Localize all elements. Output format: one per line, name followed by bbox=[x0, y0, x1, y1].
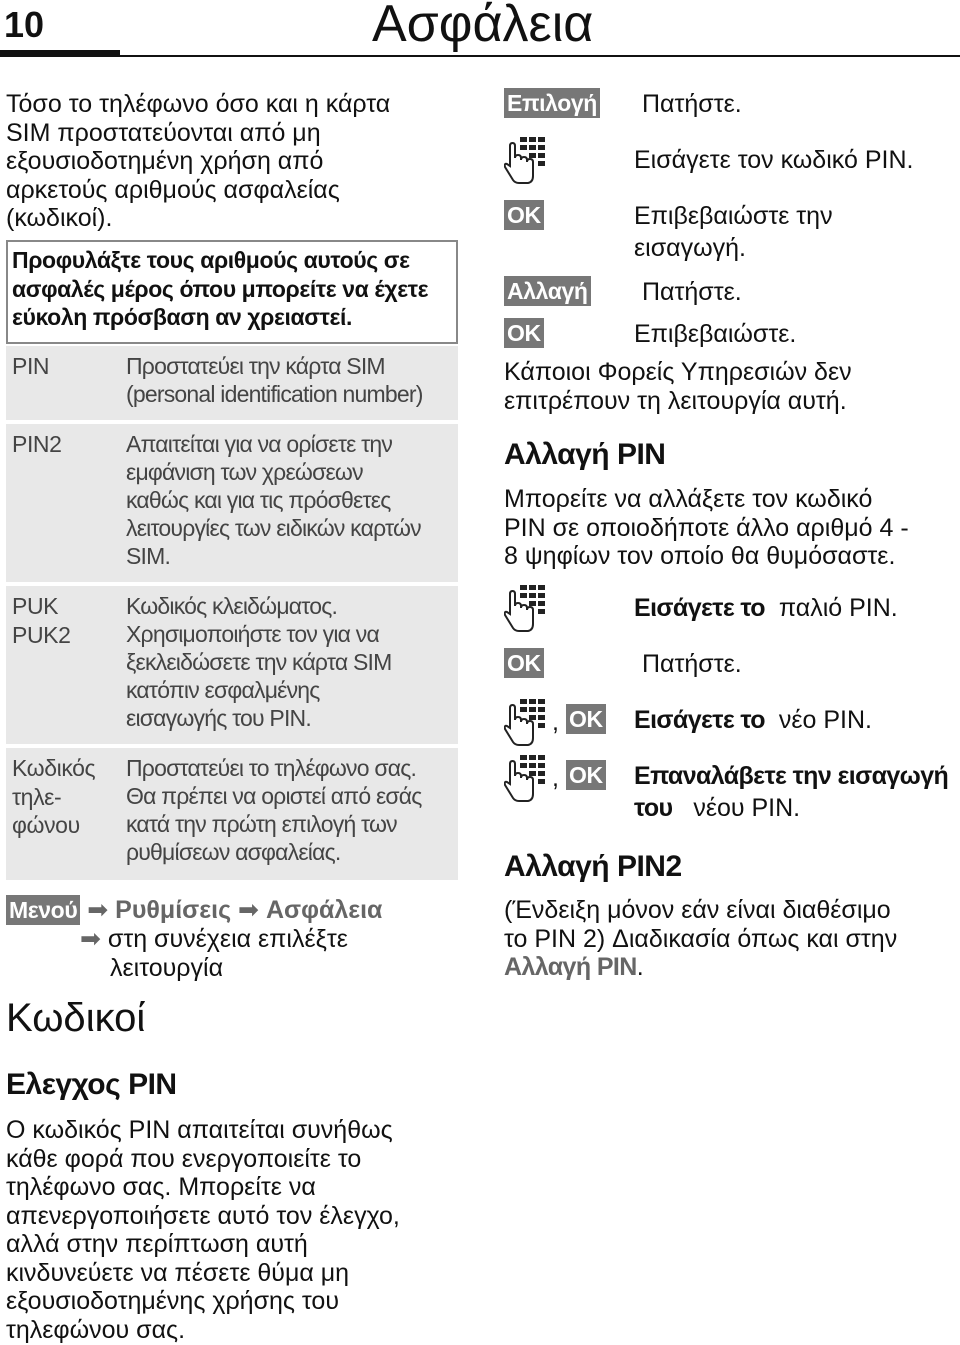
menu-instruction: στη συνέχεια επιλέξτε bbox=[107, 925, 348, 953]
keypad-icon bbox=[504, 136, 550, 184]
change-pin-heading: Αλλαγή PIN bbox=[504, 438, 666, 471]
ok-softkey-label[interactable]: OK bbox=[566, 704, 606, 734]
change-softkey[interactable] bbox=[504, 276, 591, 306]
step-text: Πατήστε. bbox=[642, 90, 742, 118]
arrow-right-icon: ➡ bbox=[238, 896, 259, 924]
change-pin2-heading: Αλλαγή PIN2 bbox=[504, 850, 682, 883]
pin-check-body: Ο κωδικός PIN απαιτείται συνήθως κάθε φορά που ενεργοποιείτε το τηλέφωνο σας. Μπορείτε να απενεργοποιήσετε αυτό τον έλεγχο, αλλά στην περίπτωση αυτή κινδυνεύετε να πέσετε θύμα μη εξουσιοδοτημένης χρήσης του τηλεφώνου σας. bbox=[6, 1116, 400, 1344]
code-name: Κωδικός τηλε- φώνου bbox=[12, 755, 96, 838]
ok-softkey-label[interactable]: OK bbox=[504, 200, 544, 230]
security-note-box bbox=[6, 240, 458, 344]
intro-line: Τόσο το τηλέφωνο όσο και η κάρτα bbox=[6, 90, 391, 118]
table-row bbox=[6, 748, 458, 880]
note-line: ασφαλές μέρος όπου μπορείτε να έχετε bbox=[12, 275, 429, 302]
code-description: Προστατεύει την κάρτα SIM (personal identification number) bbox=[126, 353, 423, 407]
ok-softkey-label[interactable]: OK bbox=[566, 760, 606, 790]
ok-softkey-label[interactable]: OK bbox=[504, 648, 544, 678]
intro-line: (κωδικοί). bbox=[6, 204, 113, 232]
intro-line: εξουσιοδοτημένη χρήση από bbox=[6, 147, 324, 175]
page-number: 10 bbox=[4, 4, 45, 45]
table-row bbox=[6, 424, 458, 582]
change-pin2-body: (Ένδειξη μόνον εάν είναι διαθέσιμο το PIN 2) Διαδικασία όπως και στην Αλλαγή PIN. bbox=[504, 896, 898, 981]
step-text: Εισάγετε τον κωδικό PIN. bbox=[634, 146, 914, 174]
select-softkey-label[interactable]: Επιλογή bbox=[504, 88, 600, 118]
ok-softkey[interactable] bbox=[504, 318, 544, 348]
section-heading-codes: Κωδικοί bbox=[6, 996, 146, 1040]
separator-comma: , bbox=[552, 764, 559, 792]
pin-check-heading: Ελεγχος PIN bbox=[6, 1068, 177, 1101]
menu-step-settings[interactable]: Ρυθμίσεις bbox=[115, 896, 232, 924]
intro-paragraph bbox=[6, 90, 456, 233]
page-title: Ασφάλεια bbox=[372, 0, 594, 53]
menu-softkey[interactable]: Μενού bbox=[6, 895, 80, 925]
menu-instruction: λειτουργία bbox=[110, 954, 224, 982]
header-rule-accent bbox=[0, 50, 120, 56]
change-pin-body: Μπορείτε να αλλάξετε τον κωδικό PIN σε οποιοδήποτε άλλο αριθμό 4 - 8 ψηφίων τον οποίο θα θυμόσαστε. bbox=[504, 485, 909, 570]
code-name: PUK PUK2 bbox=[12, 593, 71, 648]
operator-note: Κάποιοι Φορείς Υπηρεσιών δεν επιτρέπουν τη λειτουργία αυτή. bbox=[504, 358, 852, 415]
ok-softkey-label[interactable]: OK bbox=[504, 318, 544, 348]
step-text: Επιβεβαιώστε την εισαγωγή. bbox=[634, 202, 833, 262]
step-text: Πατήστε. bbox=[642, 650, 742, 678]
step-text: Εισάγετε το παλιό PIN. bbox=[634, 594, 898, 622]
separator-comma: , bbox=[552, 708, 559, 736]
code-description: Απαιτείται για να ορίσετε την εμφάνιση των χρεώσεων καθώς και για τις πρόσθετες λειτουργίες των ειδικών καρτών SIM. bbox=[126, 431, 421, 569]
table-row bbox=[6, 346, 458, 420]
menu-path bbox=[6, 895, 456, 983]
header-rule bbox=[0, 55, 960, 57]
intro-line: αρκετούς αριθμούς ασφαλείας bbox=[6, 175, 340, 204]
intro-line: SIM προστατεύονται από μη bbox=[6, 118, 321, 147]
arrow-right-icon: ➡ bbox=[80, 925, 101, 953]
code-name: PIN2 bbox=[12, 431, 62, 457]
code-description: Προστατεύει το τηλέφωνο σας. Θα πρέπει να οριστεί από εσάς κατά την πρώτη επιλογή των ρυθμίσεων ασφαλείας. bbox=[126, 755, 422, 865]
step-text: Επαναλάβετε την εισαγωγή του νέου PIN. bbox=[634, 762, 949, 822]
step-text: Επιβεβαιώστε. bbox=[634, 320, 797, 348]
step-text: Πατήστε. bbox=[642, 278, 742, 306]
ok-softkey[interactable] bbox=[504, 200, 544, 230]
table-row bbox=[6, 586, 458, 744]
ok-softkey[interactable] bbox=[566, 760, 606, 790]
note-line: εύκολη πρόσβαση αν χρειαστεί. bbox=[12, 304, 352, 330]
menu-step-security[interactable]: Ασφάλεια bbox=[265, 896, 383, 924]
code-name: PIN bbox=[12, 353, 50, 379]
arrow-right-icon: ➡ bbox=[87, 896, 109, 924]
keypad-icon bbox=[504, 584, 550, 632]
change-pin-link[interactable]: Αλλαγή PIN bbox=[504, 953, 637, 981]
keypad-icon bbox=[504, 698, 550, 746]
note-line: Προφυλάξτε τους αριθμούς αυτούς σε bbox=[12, 247, 410, 273]
change-softkey-label[interactable]: Αλλαγή bbox=[504, 276, 591, 306]
select-softkey[interactable] bbox=[504, 88, 600, 118]
code-description: Κωδικός κλειδώματος. Χρησιμοποιήστε τον για να ξεκλειδώσετε την κάρτα SIM κατόπιν εσφαλμένης εισαγωγής του PIN. bbox=[126, 593, 392, 731]
keypad-icon bbox=[504, 754, 550, 802]
ok-softkey[interactable] bbox=[504, 648, 544, 678]
step-text: Εισάγετε το νέο PIN. bbox=[634, 706, 872, 734]
ok-softkey[interactable] bbox=[566, 704, 606, 734]
